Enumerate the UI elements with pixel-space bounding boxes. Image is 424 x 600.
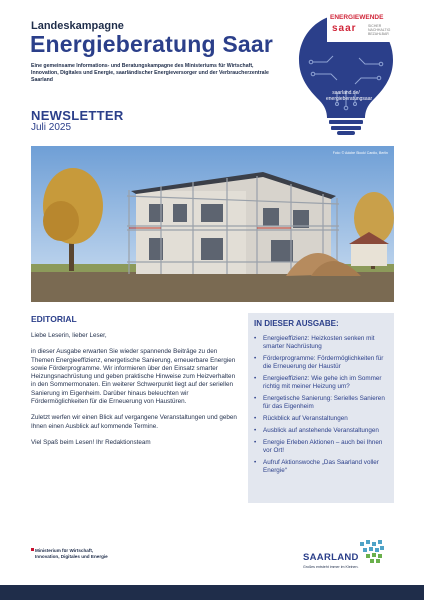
campaign-subtitle: Eine gemeinsame Informations- und Beratungskampagne des Ministeriums für Wirtschaft, Innovation, Digitales und Energie, saarländischer Energieversorger und der Verbraucherzentrale Saarland	[31, 63, 269, 83]
newsletter-date: Juli 2025	[31, 122, 72, 133]
contents-list	[254, 335, 390, 479]
house-construction-photo	[31, 146, 394, 302]
contents-item[interactable]: • Ausblick auf anstehende Veranstaltungen	[254, 427, 390, 435]
page-title: Energieberatung Saar	[30, 31, 274, 57]
contents-item[interactable]: • Energieeffizienz: Wie gehe ich im Sommer richtig mit meiner Heizung um?	[254, 375, 390, 391]
editorial-text	[31, 332, 241, 455]
campaign-link[interactable]: saarland.de/ energieberatungsaar	[326, 90, 373, 102]
saarland-slogan: Großes entsteht immer im Kleinen.	[303, 565, 359, 569]
logo-tagline: SICHER NACHHALTIG BEZAHLBAR	[368, 24, 391, 37]
pre-title: Landeskampagne	[31, 20, 124, 32]
contents-heading: IN DIESER AUSGABE:	[254, 319, 339, 328]
editorial-heading: EDITORIAL	[31, 314, 77, 324]
editorial-paragraph: Liebe Leserin, lieber Leser,	[31, 332, 107, 339]
saarland-mark-icon	[358, 538, 386, 564]
saarland-flag-icon	[31, 548, 34, 551]
logo-line2: saar	[332, 23, 357, 34]
editorial-paragraph: Zuletzt werfen wir einen Blick auf vergangene Veranstaltungen und geben Ihnen einen Ausblick auf kommende Termine.	[31, 414, 237, 430]
contents-item[interactable]: • Energetische Sanierung: Serielles Sanieren für das Eigenheim	[254, 395, 390, 411]
contents-item[interactable]: • Aufruf Aktionswoche „Das Saarland voller Energie“	[254, 459, 390, 475]
editorial-paragraph: in dieser Ausgabe erwarten Sie wieder spannende Beiträge zu den Themen Energieeffizienz, energetische Sanierung, erneuerbare Energien sowie Förderprogramme. Wir informieren über den Einsatz smarter Heizungsnachrüstung und geben praktische Hinweise zum Heizverhalten in den Sommermonaten. Ein weiterer Schwerpunkt liegt auf der seriellen Sanierung im Eigenheim. Darüber hinaus beleuchten wir Fördermöglichkeiten für die Erneuerung von Haustüren.	[31, 348, 236, 406]
contents-item[interactable]: • Förderprogramme: Fördermöglichkeiten für die Erneuerung der Haustür	[254, 355, 390, 371]
contents-box	[248, 313, 394, 503]
contents-item[interactable]: • Rückblick auf Veranstaltungen	[254, 415, 390, 423]
energiewende-saar-logo	[327, 12, 395, 42]
logo-line1: ENERGIEWENDE	[330, 14, 384, 21]
photo-credit: Foto: © Adobe Stock/ Cardio, Berlin	[332, 151, 388, 155]
saarland-name: SAARLAND	[303, 552, 359, 563]
contents-item[interactable]: • Energie Erleben Aktionen – auch bei Ihnen vor Ort!	[254, 439, 390, 455]
newsletter-title: NEWSLETTER	[31, 108, 124, 123]
contents-item[interactable]: • Energieeffizienz: Heizkosten senken mit smarter Nachrüstung	[254, 335, 390, 351]
footer-bar	[0, 585, 424, 600]
editorial-paragraph: Viel Spaß beim Lesen! Ihr Redaktionsteam	[31, 438, 151, 446]
ministry-name: Ministerium für Wirtschaft, Innovation, Digitales und Energie	[35, 548, 108, 559]
